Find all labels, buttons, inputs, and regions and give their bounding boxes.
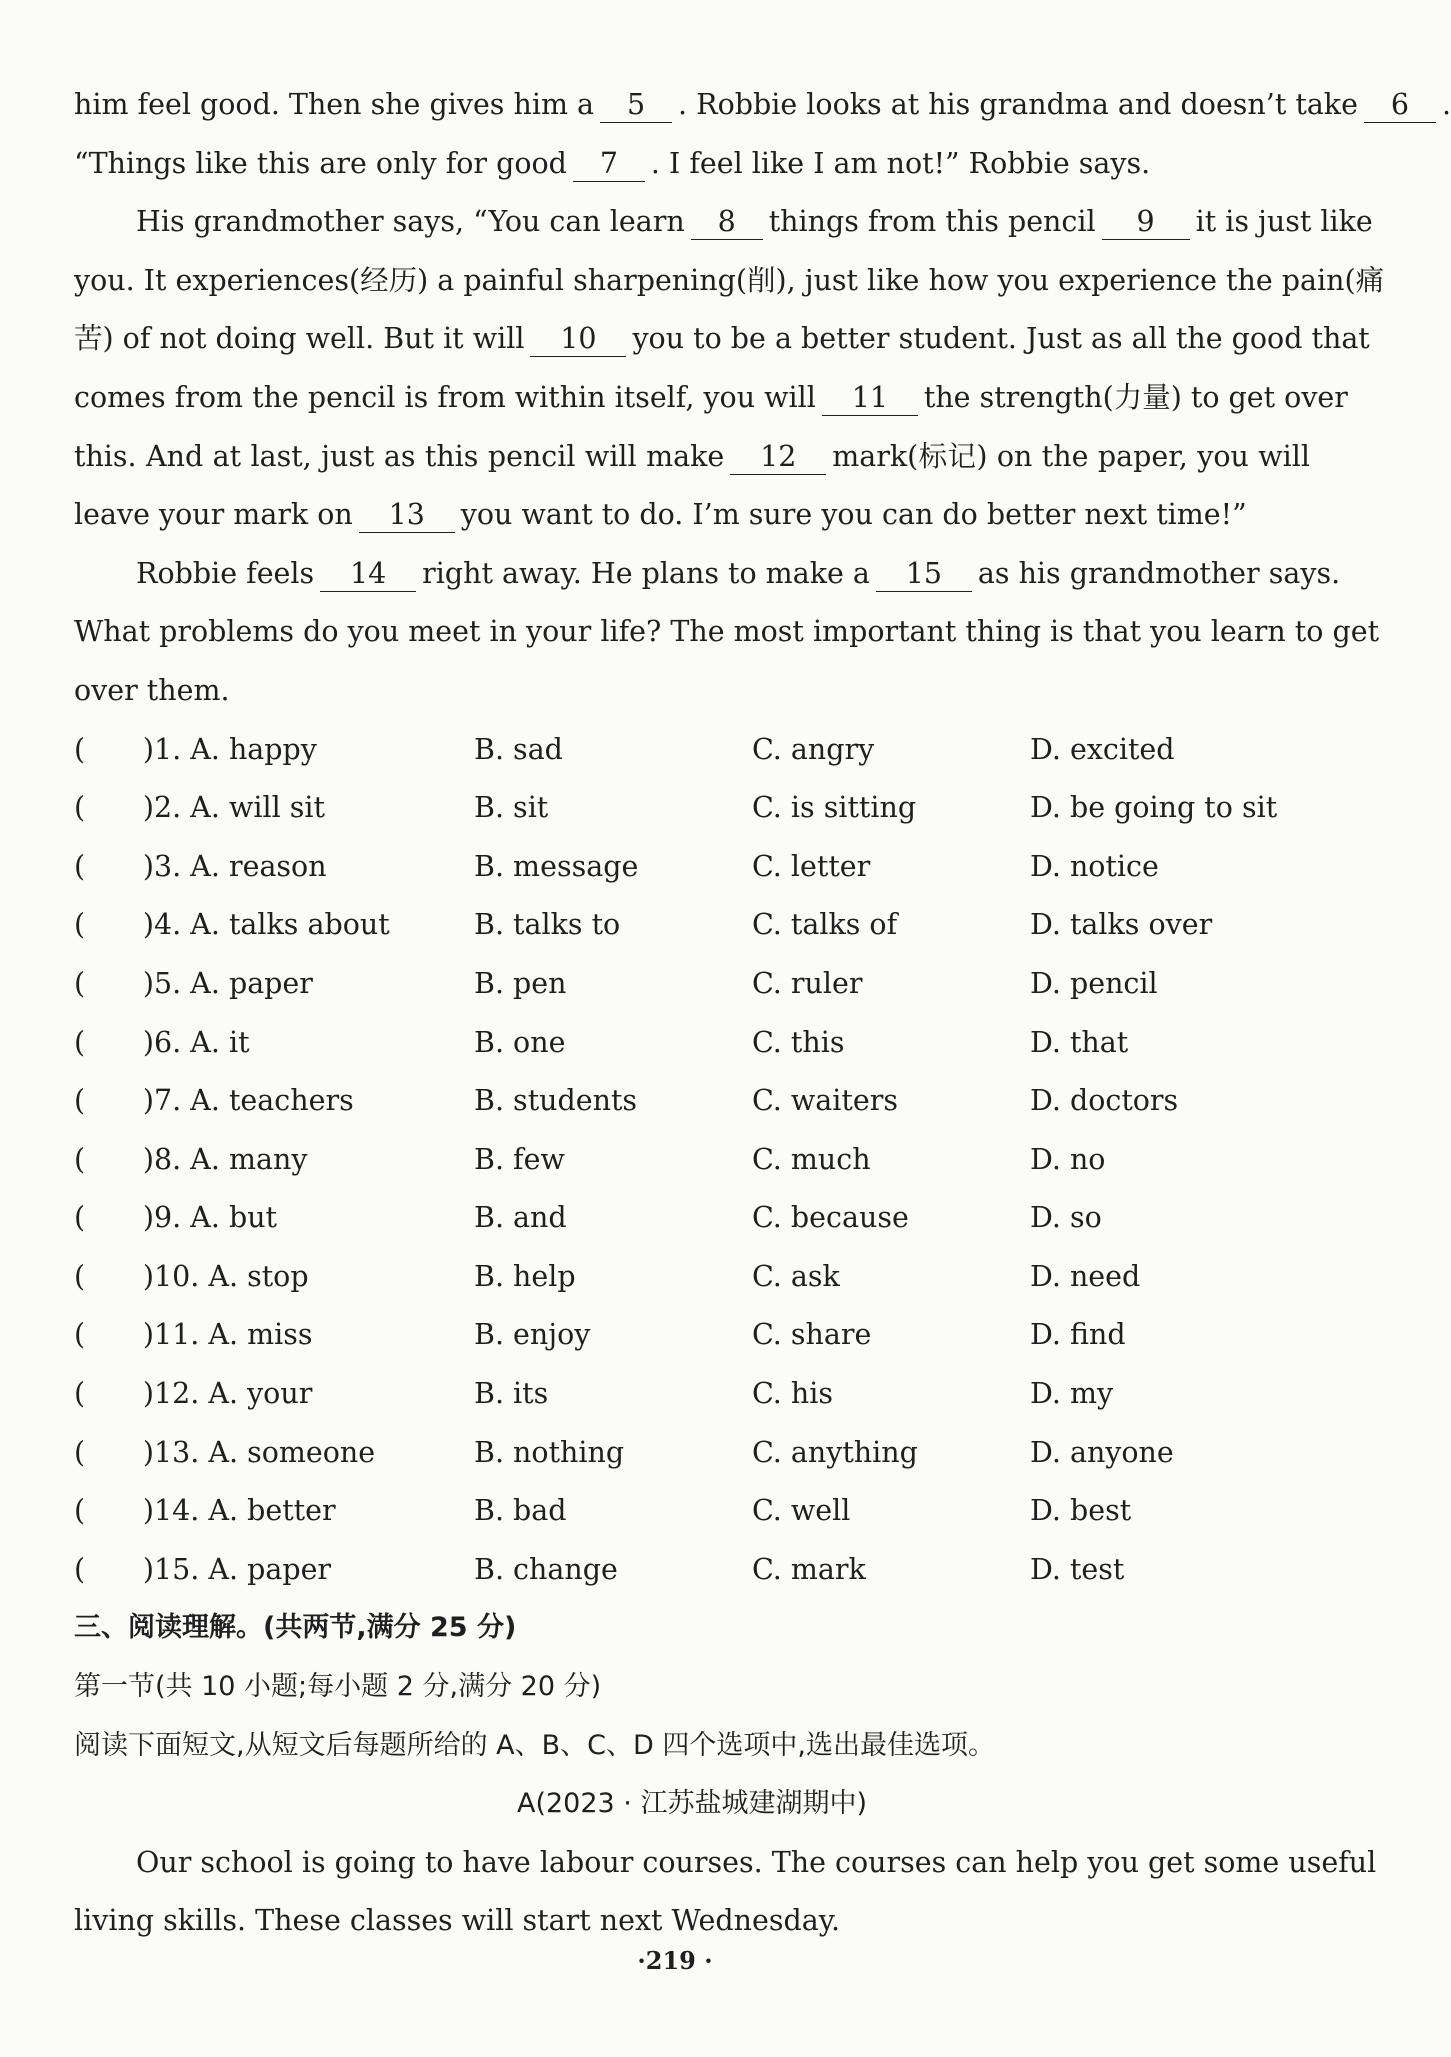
section-part-label: 第一节(共 10 小题;每小题 2 分,满分 20 分)	[74, 1671, 602, 1703]
option-d[interactable]: D. my	[1030, 1377, 1114, 1411]
paren-close: )	[142, 1259, 154, 1293]
option-c[interactable]: C. well	[752, 1494, 851, 1528]
option-b[interactable]: B. change	[474, 1552, 618, 1586]
option-c[interactable]: C. his	[752, 1377, 834, 1411]
text: Robbie feels	[136, 556, 315, 590]
option-c[interactable]: C. anything	[752, 1435, 918, 1469]
option-c[interactable]: C. angry	[752, 732, 875, 766]
option-a[interactable]: 4. A. talks about	[154, 908, 390, 942]
question-row	[74, 721, 1310, 780]
question-row	[74, 1189, 1310, 1248]
answer-bracket[interactable]	[74, 1131, 154, 1190]
option-d[interactable]: D. test	[1030, 1552, 1125, 1586]
passage-line-4	[74, 252, 1385, 311]
passage-line-11	[74, 662, 1310, 721]
paren-close: )	[142, 1552, 154, 1586]
option-d[interactable]: D. be going to sit	[1030, 791, 1278, 825]
passage-line-3	[74, 193, 1373, 252]
passage-line-5	[74, 310, 1370, 369]
option-b[interactable]: B. sit	[474, 791, 549, 825]
passage-line-2	[74, 135, 1310, 194]
option-c[interactable]: C. because	[752, 1201, 909, 1235]
option-c[interactable]: C. ruler	[752, 966, 863, 1000]
paren-close: )	[142, 966, 154, 1000]
option-d[interactable]: D. notice	[1030, 849, 1159, 883]
option-d[interactable]: D. pencil	[1030, 966, 1158, 1000]
paren-close: )	[142, 1435, 154, 1469]
option-a[interactable]: 2. A. will sit	[154, 791, 325, 825]
paren-close: )	[142, 791, 154, 825]
option-b[interactable]: B. students	[474, 1084, 638, 1118]
text: you want to do. I’m sure you can do better next time!”	[460, 498, 1247, 532]
option-d[interactable]: D. anyone	[1030, 1435, 1174, 1469]
answer-bracket[interactable]	[74, 896, 154, 955]
option-a[interactable]: 12. A. your	[154, 1377, 313, 1411]
option-d[interactable]: D. that	[1030, 1025, 1129, 1059]
option-b[interactable]: B. talks to	[474, 908, 621, 942]
paren-close: )	[142, 1377, 154, 1411]
blank-10[interactable]: 10	[530, 324, 626, 357]
blank-7[interactable]: 7	[573, 149, 645, 182]
text: right away. He plans to make a	[422, 556, 870, 590]
text: 苦) of not doing well. But it will	[74, 322, 525, 356]
option-a[interactable]: 9. A. but	[154, 1201, 278, 1235]
question-row	[74, 1014, 1310, 1073]
paren-close: )	[142, 1084, 154, 1118]
text: this. And at last, just as this pencil will make	[74, 439, 725, 473]
blank-12[interactable]: 12	[730, 442, 826, 475]
answer-bracket[interactable]	[74, 1306, 154, 1365]
passage-line-8	[74, 486, 1310, 545]
paren-open: (	[74, 1552, 86, 1586]
blank-14[interactable]: 14	[320, 559, 416, 592]
option-b[interactable]: B. pen	[474, 966, 567, 1000]
page-number: ·219 ·	[637, 1946, 713, 1975]
answer-bracket[interactable]	[74, 1248, 154, 1307]
blank-13[interactable]: 13	[359, 500, 455, 533]
text: comes from the pencil is from within itself, you will	[74, 380, 816, 414]
option-b[interactable]: B. one	[474, 1025, 566, 1059]
text: living skills. These classes will start next Wednesday.	[74, 1904, 841, 1938]
answer-bracket[interactable]	[74, 1072, 154, 1131]
option-c[interactable]: C. ask	[752, 1259, 840, 1293]
paren-close: )	[142, 1142, 154, 1176]
answer-bracket[interactable]	[74, 1014, 154, 1073]
question-row	[74, 955, 1310, 1014]
option-a[interactable]: 7. A. teachers	[154, 1084, 354, 1118]
option-d[interactable]: D. find	[1030, 1318, 1126, 1352]
passage-line-1	[74, 76, 1451, 135]
answer-bracket[interactable]	[74, 1482, 154, 1541]
option-a[interactable]: 11. A. miss	[154, 1318, 313, 1352]
paren-close: )	[142, 1494, 154, 1528]
option-d[interactable]: D. excited	[1030, 732, 1175, 766]
paren-open: (	[74, 1377, 86, 1411]
question-row	[74, 1482, 1310, 1541]
question-row	[74, 896, 1310, 955]
question-row	[74, 1248, 1310, 1307]
question-row	[74, 1424, 1310, 1483]
content-area	[74, 76, 1451, 1951]
blank-6[interactable]: 6	[1364, 90, 1436, 123]
question-row	[74, 1131, 1310, 1190]
blank-9[interactable]: 9	[1102, 207, 1190, 240]
option-d[interactable]: D. best	[1030, 1494, 1132, 1528]
text: things from this pencil	[768, 205, 1096, 239]
question-list	[74, 721, 1310, 1600]
paren-open: (	[74, 1435, 86, 1469]
option-d[interactable]: D. so	[1030, 1201, 1102, 1235]
reading-passage-line-1	[74, 1834, 1377, 1893]
blank-15[interactable]: 15	[876, 559, 972, 592]
text: . Robbie looks at his grandma and doesn’t take	[678, 88, 1358, 121]
paren-close: )	[142, 1201, 154, 1235]
blank-8[interactable]: 8	[691, 207, 763, 240]
paren-open: (	[74, 791, 86, 825]
option-b[interactable]: B. bad	[474, 1494, 567, 1528]
option-a[interactable]: 13. A. someone	[154, 1435, 376, 1469]
option-a[interactable]: 3. A. reason	[154, 849, 327, 883]
option-c[interactable]: C. this	[752, 1025, 845, 1059]
paren-open: (	[74, 1201, 86, 1235]
passage-line-10	[74, 603, 1380, 662]
question-row	[74, 1365, 1310, 1424]
passage-line-7	[74, 428, 1310, 487]
question-row	[74, 838, 1310, 897]
option-b[interactable]: B. nothing	[474, 1435, 625, 1469]
paren-open: (	[74, 1318, 86, 1352]
option-d[interactable]: D. doctors	[1030, 1084, 1179, 1118]
text: mark(标记) on the paper, you will	[832, 439, 1310, 473]
question-row	[74, 1541, 1310, 1600]
text: it is just like	[1195, 205, 1373, 239]
option-c[interactable]: C. waiters	[752, 1084, 898, 1118]
answer-bracket[interactable]	[74, 838, 154, 897]
text: leave your mark on	[74, 498, 353, 532]
answer-bracket[interactable]	[74, 779, 154, 838]
option-a[interactable]: 15. A. paper	[154, 1552, 332, 1586]
paren-open: (	[74, 908, 86, 942]
option-a[interactable]: 6. A. it	[154, 1025, 250, 1059]
answer-bracket[interactable]	[74, 1541, 154, 1600]
option-b[interactable]: B. and	[474, 1201, 567, 1235]
option-d[interactable]: D. no	[1030, 1142, 1106, 1176]
passage-line-9	[74, 545, 1341, 604]
paren-close: )	[142, 1318, 154, 1352]
section-instruction: 阅读下面短文,从短文后每题所给的 A、B、C、D 四个选项中,选出最佳选项。	[74, 1729, 995, 1761]
option-a[interactable]: 14. A. better	[154, 1494, 336, 1528]
paren-close: )	[142, 849, 154, 883]
text: Our school is going to have labour courses. The courses can help you get some useful	[136, 1845, 1377, 1879]
option-d[interactable]: D. talks over	[1030, 908, 1213, 942]
text: him feel good. Then she gives him a	[74, 88, 595, 121]
paren-open: (	[74, 1025, 86, 1059]
option-b[interactable]: B. sad	[474, 732, 563, 766]
text: His grandmother says, “You can learn	[136, 205, 685, 239]
text: over them.	[74, 673, 230, 707]
reading-passage-title: A(2023 · 江苏盐城建湖期中)	[517, 1788, 867, 1820]
text: you. It experiences(经历) a painful sharpening(削), just like how you experience the pain(痛	[74, 263, 1385, 297]
answer-bracket[interactable]	[74, 955, 154, 1014]
option-c[interactable]: C. letter	[752, 849, 871, 883]
paren-close: )	[142, 732, 154, 766]
option-c[interactable]: C. is sitting	[752, 791, 917, 825]
passage-line-6	[74, 369, 1348, 428]
paren-open: (	[74, 1084, 86, 1118]
answer-bracket[interactable]	[74, 1189, 154, 1248]
answer-bracket[interactable]	[74, 721, 154, 780]
option-b[interactable]: B. message	[474, 849, 639, 883]
paren-open: (	[74, 1259, 86, 1293]
text: as his grandmother says.	[977, 556, 1341, 590]
reading-passage-line-2	[74, 1892, 1310, 1951]
option-b[interactable]: B. its	[474, 1377, 549, 1411]
blank-5[interactable]: 5	[600, 90, 672, 123]
option-a[interactable]: 10. A. stop	[154, 1259, 309, 1293]
text: “Things like this are only for good	[74, 146, 567, 180]
text: What problems do you meet in your life? The most important thing is that you learn to get	[74, 615, 1380, 649]
text: . I feel like I am not!” Robbie says.	[650, 146, 1151, 180]
paren-close: )	[142, 1025, 154, 1059]
option-b[interactable]: B. few	[474, 1142, 565, 1176]
question-row	[74, 779, 1310, 838]
text: the strength(力量) to get over	[923, 380, 1348, 414]
option-a[interactable]: 1. A. happy	[154, 732, 317, 766]
option-b[interactable]: B. enjoy	[474, 1318, 591, 1352]
paren-open: (	[74, 966, 86, 1000]
paren-open: (	[74, 732, 86, 766]
text: .	[1441, 88, 1451, 121]
option-c[interactable]: C. mark	[752, 1552, 866, 1586]
option-b[interactable]: B. help	[474, 1259, 576, 1293]
paren-close: )	[142, 908, 154, 942]
answer-bracket[interactable]	[74, 1424, 154, 1483]
blank-11[interactable]: 11	[822, 383, 918, 416]
paren-open: (	[74, 1494, 86, 1528]
text: you to be a better student. Just as all the good that	[632, 322, 1370, 356]
option-c[interactable]: C. talks of	[752, 908, 898, 942]
option-d[interactable]: D. need	[1030, 1259, 1141, 1293]
paren-open: (	[74, 849, 86, 883]
option-a[interactable]: 5. A. paper	[154, 966, 313, 1000]
question-row	[74, 1072, 1310, 1131]
paren-open: (	[74, 1142, 86, 1176]
answer-bracket[interactable]	[74, 1365, 154, 1424]
option-c[interactable]: C. share	[752, 1318, 872, 1352]
option-a[interactable]: 8. A. many	[154, 1142, 308, 1176]
option-c[interactable]: C. much	[752, 1142, 871, 1176]
section-heading: 三、阅读理解。(共两节,满分 25 分)	[74, 1612, 517, 1644]
question-row	[74, 1306, 1310, 1365]
